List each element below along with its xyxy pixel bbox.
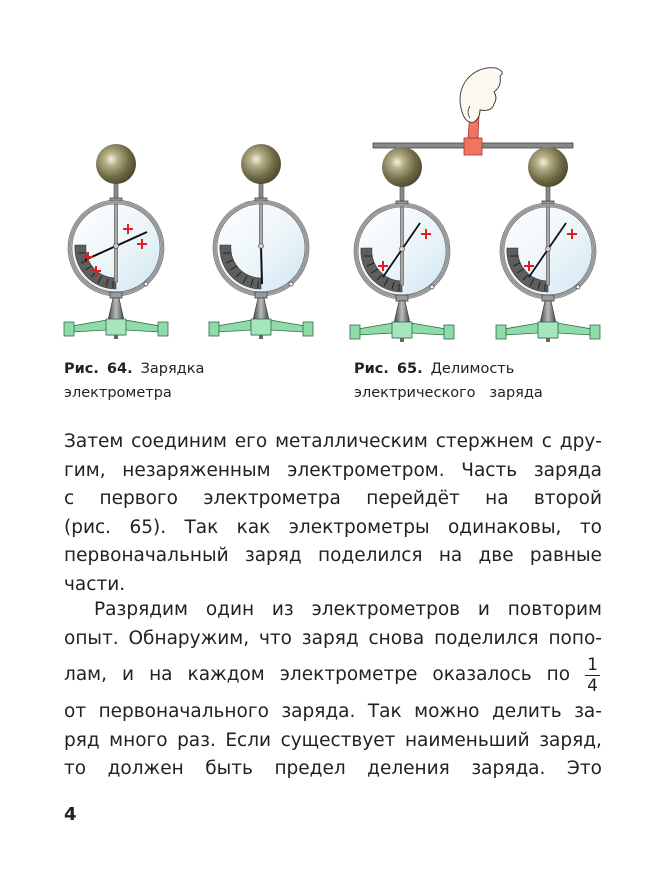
word: 65).	[129, 516, 167, 538]
word: каждом	[187, 664, 265, 686]
figure-title-cont: электрического заряда	[354, 385, 543, 401]
word: на	[438, 545, 463, 566]
paragraph-2	[64, 596, 602, 784]
word: (рис.	[64, 516, 112, 538]
word: оказалось	[432, 664, 532, 686]
word: делить	[491, 701, 562, 722]
word: равные	[529, 545, 602, 566]
word: с	[541, 431, 552, 452]
word: попо-	[548, 627, 602, 649]
word: на	[485, 488, 509, 509]
word: за-	[574, 701, 602, 722]
figure-title-cont: электрометра	[64, 385, 172, 401]
word: электрометры	[288, 516, 430, 538]
page-number: 4	[64, 804, 77, 825]
word: Это	[566, 758, 602, 779]
text-line	[64, 428, 602, 457]
fraction-denominator: 4	[587, 676, 598, 696]
word: ряд	[64, 729, 100, 751]
word: на	[149, 664, 173, 686]
figure-label: Рис.	[354, 361, 389, 377]
word: наименьший	[404, 729, 530, 751]
word: электрометра	[203, 488, 341, 509]
word: заряд	[301, 627, 359, 649]
word: первого	[99, 488, 178, 509]
word: с	[64, 488, 75, 509]
word: дру-	[559, 431, 602, 452]
text-line	[64, 485, 602, 514]
figure-title: Делимость	[430, 361, 515, 377]
figure-title: Зарядка	[140, 361, 205, 377]
word: деления	[367, 758, 450, 779]
word: лам,	[64, 664, 107, 686]
text-line	[64, 625, 602, 654]
word: металлическим	[275, 431, 428, 452]
word: Часть	[461, 459, 518, 481]
word: электрометром.	[287, 459, 445, 481]
word: Разрядим	[94, 599, 188, 620]
electrometer-uncharged	[209, 144, 313, 339]
word: электрометров	[311, 599, 461, 620]
word: заряда.	[281, 701, 356, 722]
word: его	[234, 431, 268, 452]
word: Затем	[64, 431, 124, 452]
word: одинаковы,	[447, 516, 562, 538]
word: Так	[367, 701, 402, 722]
word: Обнаружим,	[128, 627, 250, 649]
text-line	[64, 698, 602, 727]
word: и	[122, 664, 135, 686]
word: то	[579, 516, 602, 538]
figure-65-caption	[354, 357, 594, 405]
figure-number: 65.	[396, 361, 423, 377]
figure-number: 64.	[106, 361, 133, 377]
text-line	[64, 755, 602, 784]
word: опыт.	[64, 627, 119, 649]
word: предел	[274, 758, 346, 779]
electrometer-half-charge-left	[350, 147, 454, 342]
word: снова	[368, 627, 425, 649]
word: один	[205, 599, 255, 620]
word: раз.	[177, 729, 216, 751]
word: поделился	[434, 627, 539, 649]
word: что	[258, 627, 292, 649]
text-line	[64, 457, 602, 486]
figure-64-caption	[64, 357, 294, 405]
word: заряда.	[471, 758, 546, 779]
text-line	[64, 571, 602, 600]
word: две	[478, 545, 514, 566]
hand-icon	[460, 68, 502, 123]
word: Если	[225, 729, 272, 751]
word: должен	[107, 758, 184, 779]
word: по	[546, 664, 571, 686]
text-line	[64, 514, 602, 543]
word: части.	[64, 573, 126, 595]
word: от	[64, 701, 87, 722]
word: соединим	[131, 431, 227, 452]
text-line	[64, 596, 602, 625]
word: много	[109, 729, 168, 751]
word: то	[64, 758, 87, 779]
electrometer-charged	[64, 144, 168, 339]
electrometer-half-charge-right	[496, 147, 600, 342]
word: незаряженным	[122, 459, 271, 481]
word: повторим	[507, 599, 602, 620]
word: первоначальный	[64, 545, 229, 566]
word: электрометре	[279, 664, 418, 686]
word: перейдёт	[366, 488, 460, 509]
paragraph-1	[64, 428, 602, 599]
word: существует	[280, 729, 396, 751]
fraction	[585, 656, 600, 695]
word: быть	[205, 758, 253, 779]
word: как	[236, 516, 271, 538]
text-line	[64, 727, 602, 756]
figure-label: Рис.	[64, 361, 99, 377]
text-line	[64, 653, 602, 698]
word: и	[477, 599, 490, 620]
word: стержнем	[435, 431, 534, 452]
text-line	[64, 542, 602, 571]
word: Так	[184, 516, 219, 538]
word: из	[271, 599, 294, 620]
word: второй	[533, 488, 602, 509]
figures-illustration	[0, 0, 650, 350]
word: гим,	[64, 459, 106, 481]
word: первоначального	[98, 701, 269, 722]
word: заряд	[244, 545, 302, 566]
word: поделился	[317, 545, 423, 566]
word: можно	[414, 701, 480, 722]
fraction-numerator: 1	[587, 655, 598, 675]
word: заряд,	[539, 729, 602, 751]
word: заряда	[533, 459, 602, 481]
